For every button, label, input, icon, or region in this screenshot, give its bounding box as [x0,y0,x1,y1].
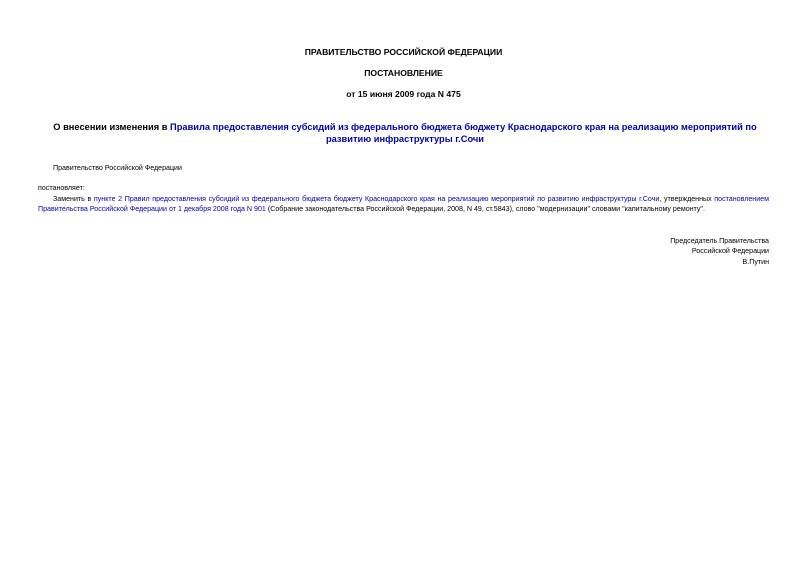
document-title [40,121,770,145]
signature-name: В.Путин [742,257,769,266]
signature-block [670,236,769,267]
header-org: ПРАВИТЕЛЬСТВО РОССИЙСКОЙ ФЕДЕРАЦИИ [304,47,503,57]
title-prefix: О внесении изменения в [53,122,171,132]
title-rules-link[interactable]: Правила предоставления субсидий из федерального бюджета бюджету Краснодарского края на реализацию мероприятий по развитию инфраструктуры г.Сочи [170,122,757,144]
document-date: от 15 июня 2009 года N 475 [346,89,461,99]
para-decree-link[interactable]: постановлением Правительства Российской Федерации от 1 декабря 2008 года N 901 [38,195,769,214]
para-mid: , утвержденных [659,195,715,203]
signature-org: Российской Федерации [691,247,769,256]
para-rules-link[interactable]: пункте 2 Правил предоставления субсидий из федерального бюджета бюджету Краснодарского края на реализацию мероприятий по развитию инфраструктуры г.Сочи [93,195,660,203]
para-end: (Собрание законодательства Российской Федерации, 2008, N 49, ст.5843), слово "модернизации" словами "капитальному ремонту". [265,205,705,214]
para-start: Заменить в [53,195,94,203]
body-paragraph [38,194,769,215]
decrees-line: постановляет: [38,184,85,192]
signature-title: Председатель Правительства [670,237,769,245]
document-type: ПОСТАНОВЛЕНИЕ [364,68,443,78]
government-line: Правительство Российской Федерации [53,164,182,172]
